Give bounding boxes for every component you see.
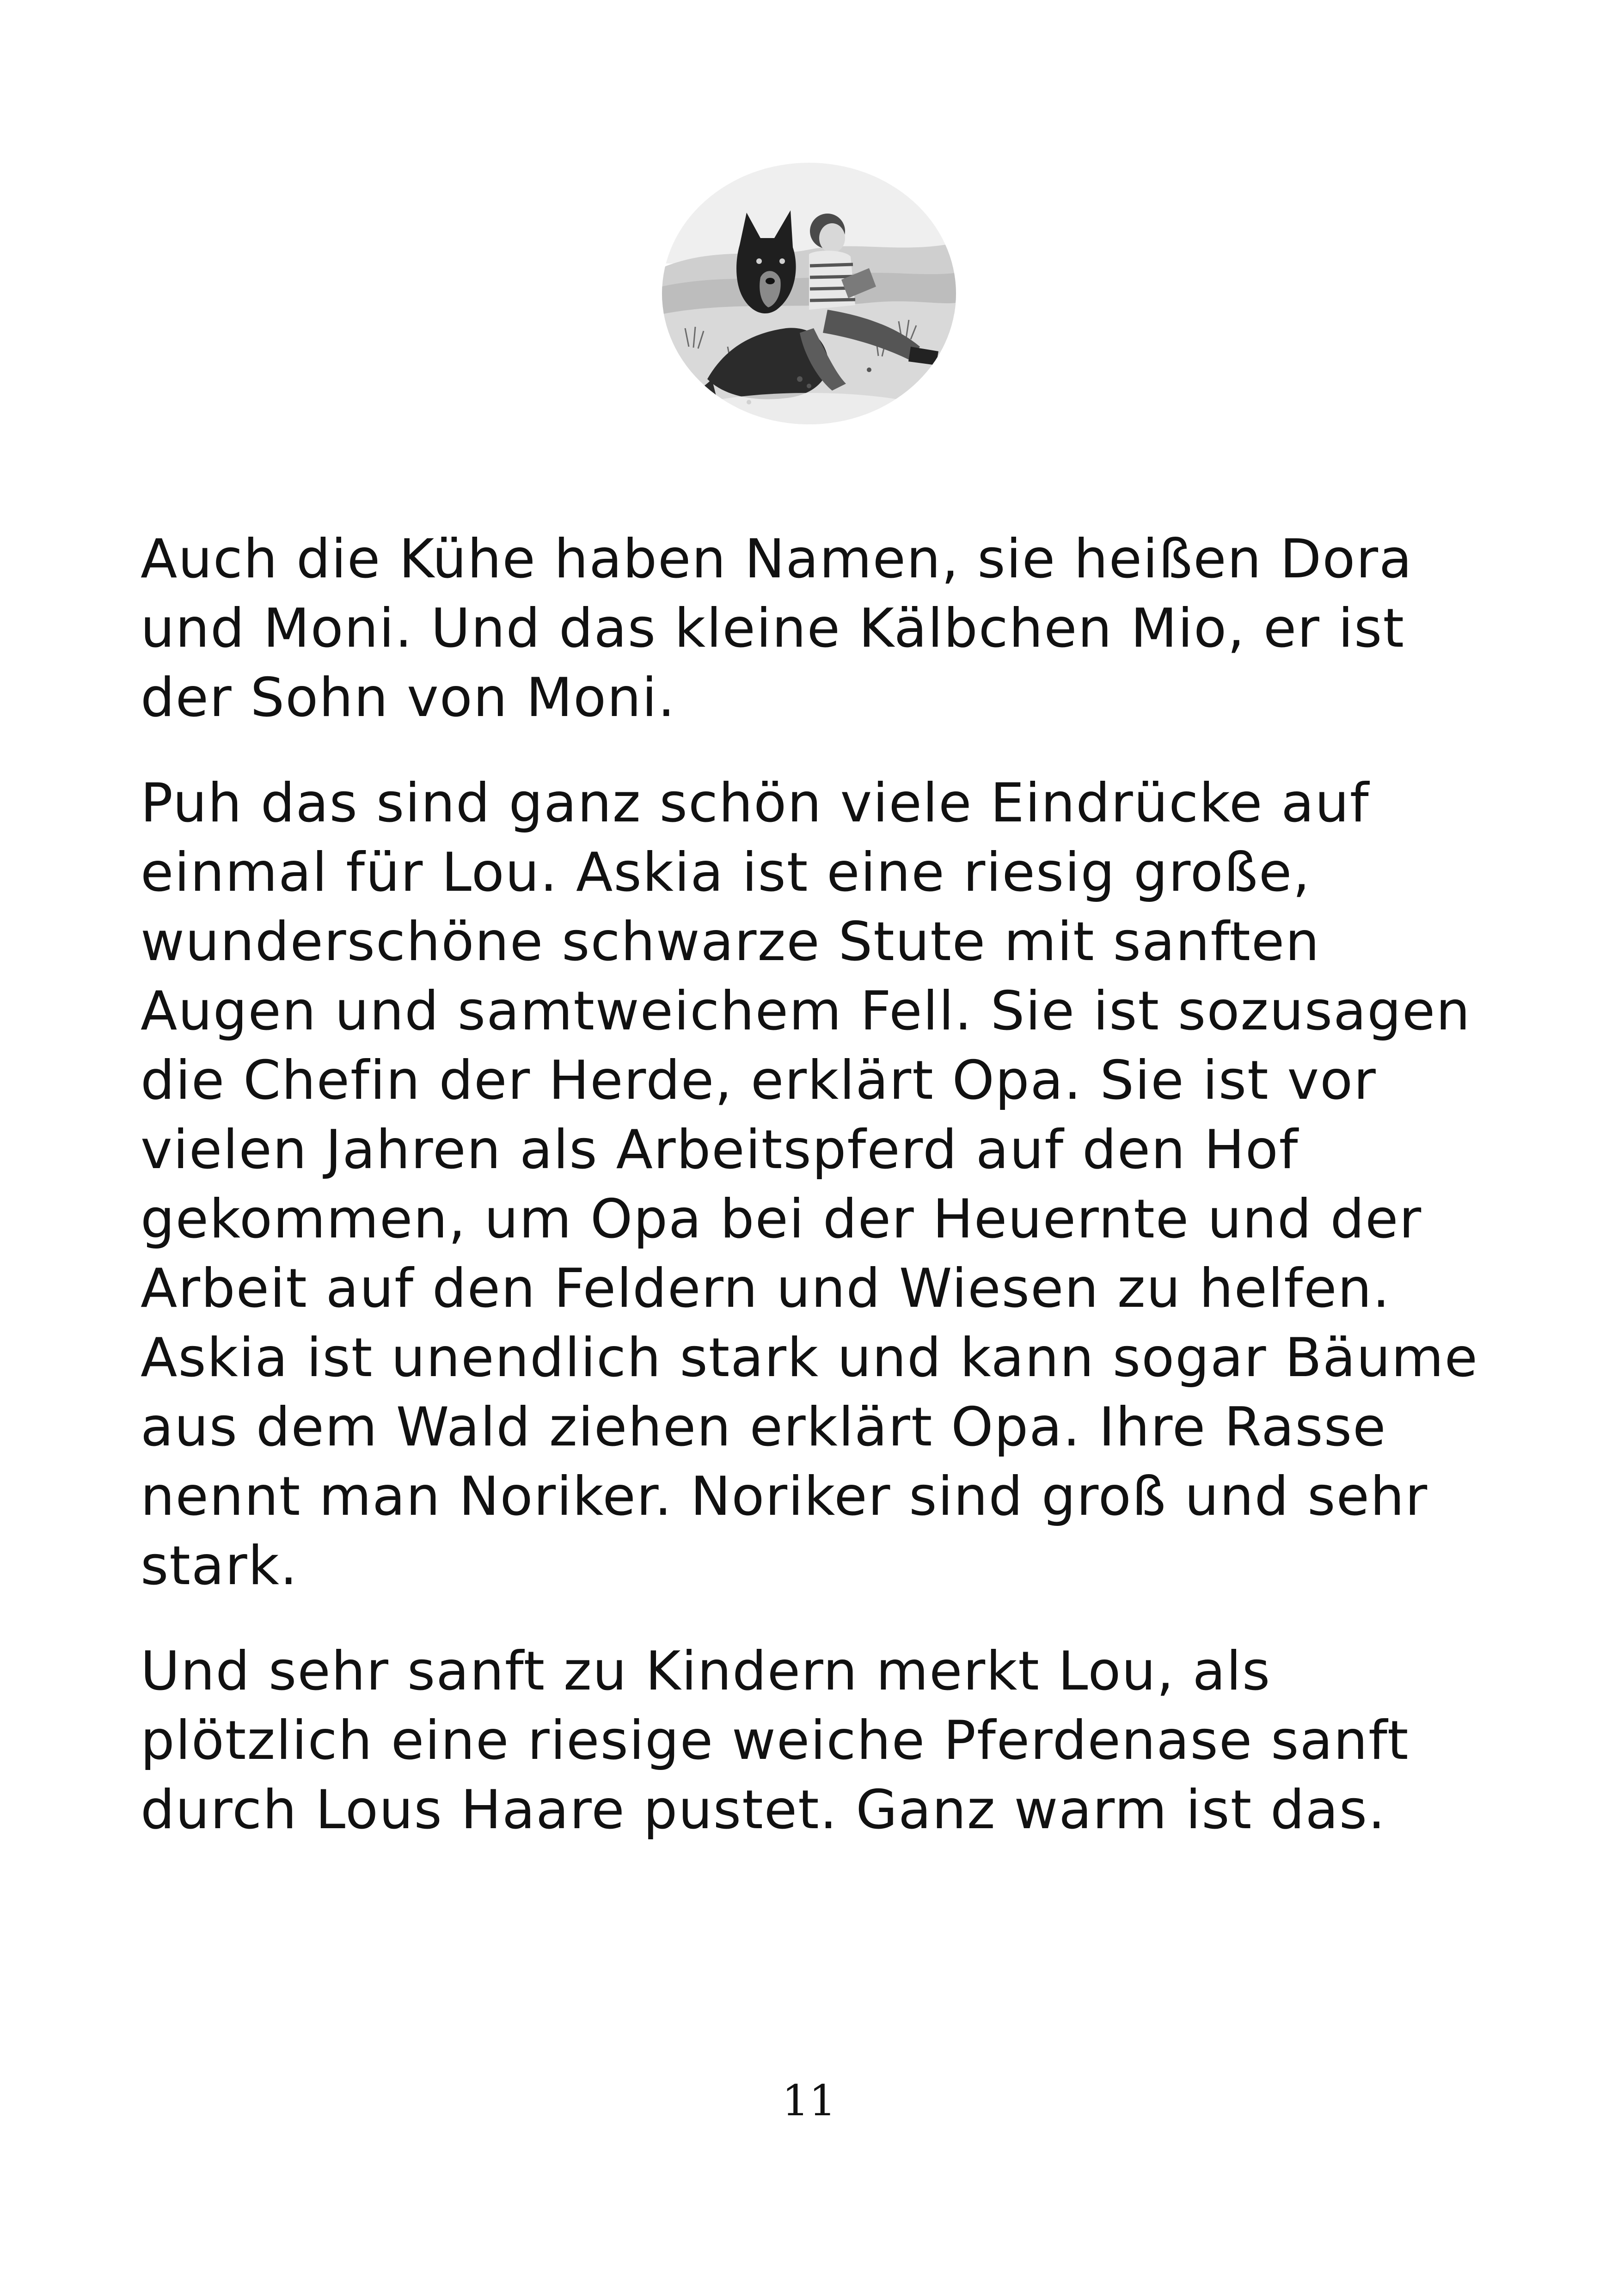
text-line: einmal für Lou. Askia ist eine riesig große, [141, 841, 1311, 904]
text-line: wunderschöne schwarze Stute mit sanften [141, 911, 1320, 973]
text-line: Auch die Kühe haben Namen, sie heißen Dora [141, 528, 1413, 590]
text-line: durch Lous Haare pustet. Ganz warm ist das. [141, 1779, 1386, 1841]
text-line: stark. [141, 1535, 298, 1597]
story-text [141, 525, 1509, 1881]
text-line: Askia ist unendlich stark und kann sogar Bäume [141, 1327, 1479, 1389]
text-line: der Sohn von Moni. [141, 667, 676, 729]
paragraph [141, 525, 1509, 733]
paragraph [141, 1637, 1509, 1845]
text-line: Augen und samtweichem Fell. Sie ist sozusagen [141, 980, 1471, 1042]
text-line: plötzlich eine riesige weiche Pferdenase sanft [141, 1709, 1410, 1772]
text-line: nennt man Noriker. Noriker sind groß und sehr [141, 1465, 1428, 1528]
text-line: aus dem Wald ziehen erklärt Opa. Ihre Rasse [141, 1396, 1387, 1458]
text-line: und Moni. Und das kleine Kälbchen Mio, er ist [141, 597, 1405, 660]
text-line: Und sehr sanft zu Kindern merkt Lou, als [141, 1640, 1271, 1702]
text-line: vielen Jahren als Arbeitspferd auf den Hof [141, 1119, 1299, 1181]
text-line: die Chefin der Herde, erklärt Opa. Sie ist vor [141, 1049, 1377, 1112]
boy-with-dog-illustration [661, 162, 957, 425]
text-line: Puh das sind ganz schön viele Eindrücke auf [141, 772, 1370, 834]
page-number: 11 [782, 2076, 836, 2125]
text-line: Arbeit auf den Feldern und Wiesen zu helfen. [141, 1257, 1391, 1320]
text-line: gekommen, um Opa bei der Heuernte und der [141, 1188, 1422, 1250]
paragraph [141, 769, 1509, 1601]
